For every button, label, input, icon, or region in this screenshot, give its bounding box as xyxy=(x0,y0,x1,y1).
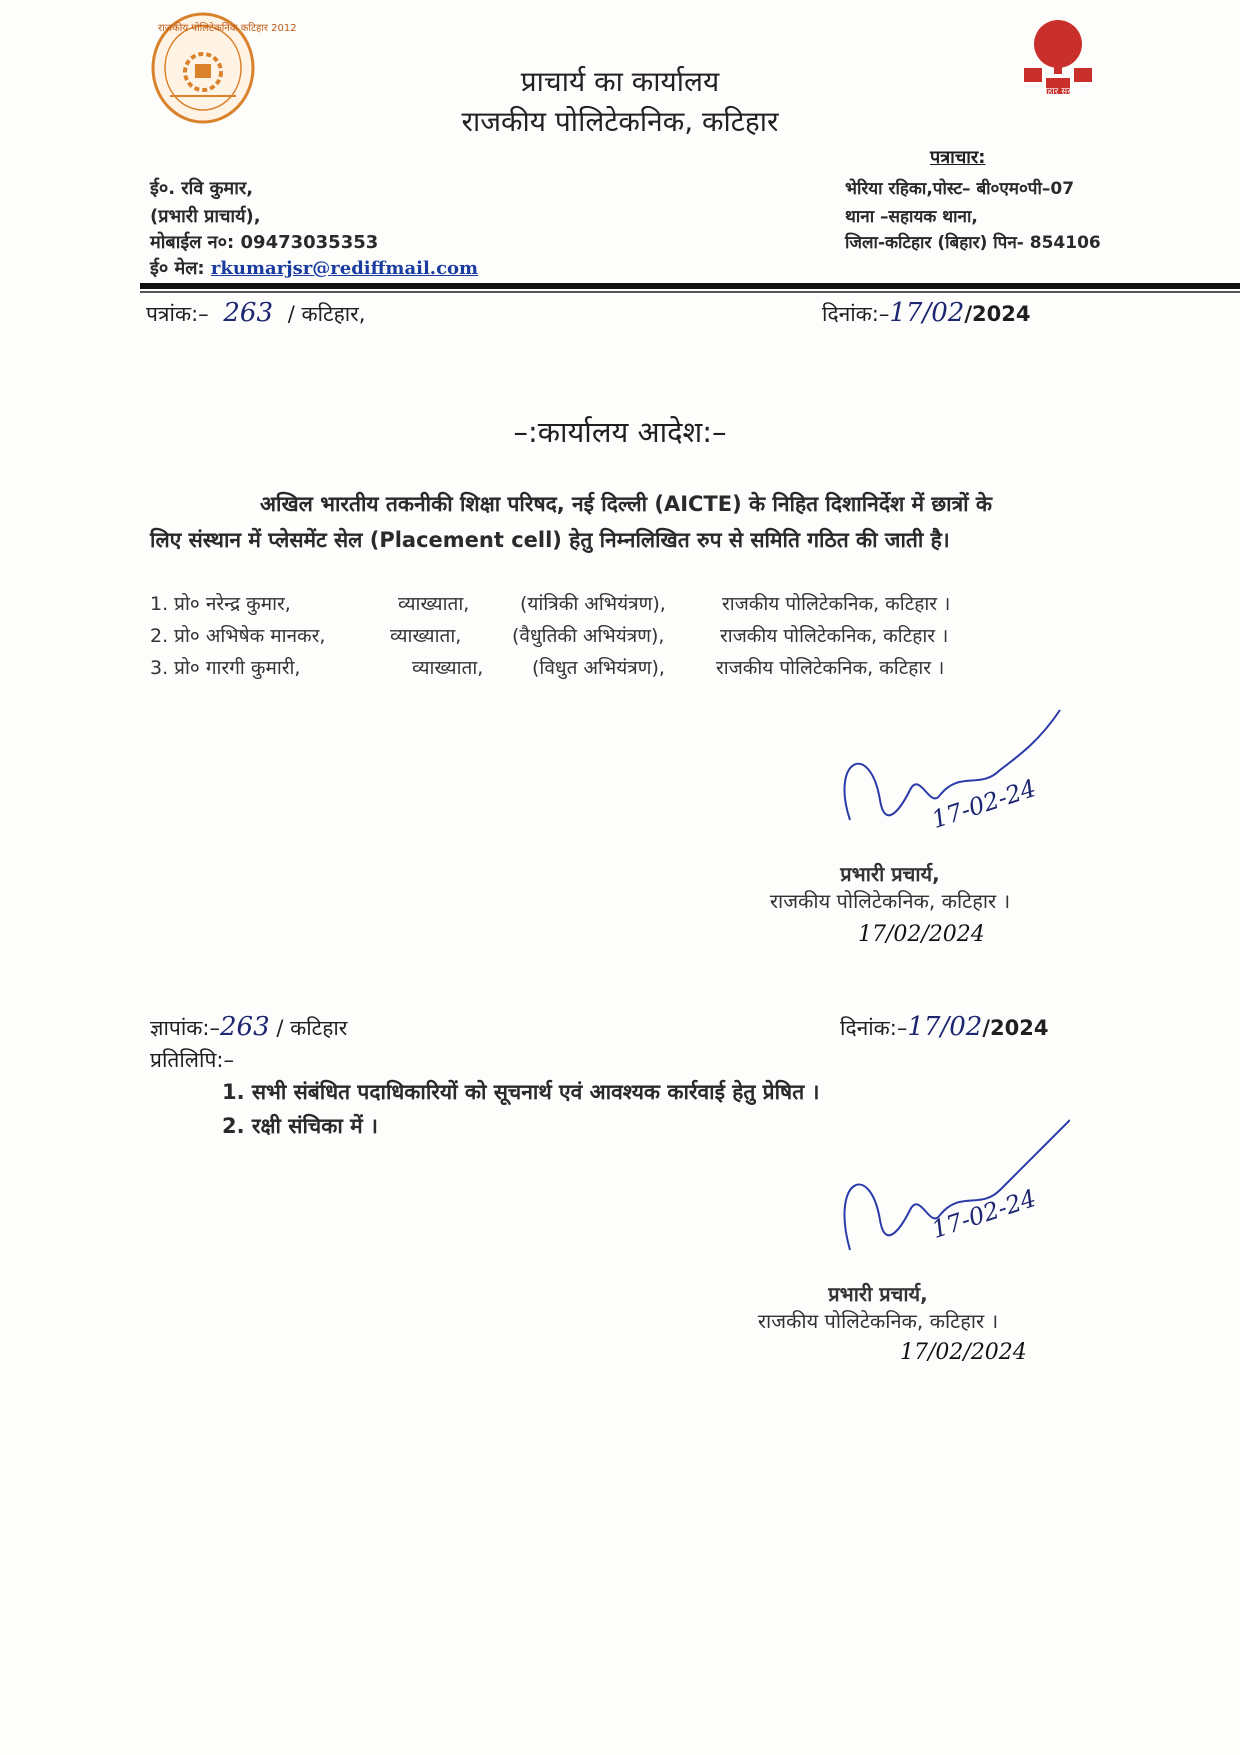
member-post: व्याख्याता, xyxy=(398,593,470,615)
member-name: 2. प्रो० अभिषेक मानकर, xyxy=(150,625,326,647)
signatory-org: राजकीय पोलिटेकनिक, कटिहार । xyxy=(757,1309,999,1333)
member-institute: राजकीय पोलिटेकनिक, कटिहार । xyxy=(722,593,951,615)
initials-2: 17/02/2024 xyxy=(900,1340,1027,1365)
memo-date xyxy=(840,1012,1048,1042)
reference-handwritten-number: 263 xyxy=(223,298,273,328)
office-title: प्राचार्य का कार्यालय xyxy=(520,65,720,98)
sender-email xyxy=(150,256,478,280)
signature-2 xyxy=(830,1110,1070,1270)
date-handwritten: 17/02 xyxy=(889,298,965,328)
signature-1-date: 17-02-24 xyxy=(928,774,1040,834)
header-divider-thin xyxy=(140,291,1240,293)
reference-number xyxy=(146,298,365,328)
memo-date-handwritten: 17/02 xyxy=(907,1012,983,1042)
member-dept: (विधुत अभियंत्रण), xyxy=(532,657,665,679)
copy-item: 1. सभी संबंधित पदाधिकारियों को सूचनार्थ एवं आवश्यक कार्रवाई हेतु प्रेषित । xyxy=(222,1080,820,1104)
sender-name: ई०. रवि कुमार, xyxy=(150,178,254,199)
address-line-2: थाना –सहायक थाना, xyxy=(845,207,978,227)
email-label: ई० मेल: xyxy=(150,258,205,279)
email-link[interactable]: rkumarjsr@rediffmail.com xyxy=(210,258,479,279)
memo-handwritten-number: 263 xyxy=(219,1012,270,1042)
reference-label: पत्रांक:– xyxy=(146,302,209,326)
member-dept: (वैधुतिकी अभियंत्रण), xyxy=(512,625,665,647)
order-paragraph-line-2: लिए संस्थान में प्लेसमेंट सेल (Placement cell) हेतु निम्नलिखित रुप से समिति गठित की जाती है। xyxy=(150,528,950,552)
copy-item: 2. रक्षी संचिका में । xyxy=(222,1114,378,1138)
sender-mobile xyxy=(150,230,378,254)
mobile-label: मोबाईल न०: xyxy=(150,232,235,253)
date-year: /2024 xyxy=(964,302,1031,326)
signature-2-block xyxy=(728,1280,1028,1334)
institute-title: राजकीय पोलिटेकनिक, कटिहार xyxy=(461,105,779,138)
member-post: व्याख्याता, xyxy=(390,625,462,647)
reference-date xyxy=(822,298,1030,328)
member-row xyxy=(150,590,1050,620)
memo-date-label: दिनांक:– xyxy=(840,1016,908,1040)
signature-2-date: 17-02-24 xyxy=(928,1184,1040,1244)
reference-place: / कटिहार, xyxy=(287,302,366,326)
member-dept: (यांत्रिकी अभियंत्रण), xyxy=(520,593,666,615)
signature-1-block xyxy=(740,860,1040,914)
member-post: व्याख्याता, xyxy=(412,657,484,679)
date-label: दिनांक:– xyxy=(822,302,890,326)
mobile-number: 09473035353 xyxy=(240,232,379,253)
memo-label: ज्ञापांक:– xyxy=(150,1016,220,1040)
address-line-1: भेरिया रहिका,पोस्ट– बी०एम०पी–07 xyxy=(845,179,1075,199)
pin-code: 854106 xyxy=(1029,233,1101,253)
memo-number xyxy=(150,1012,347,1042)
memo-place: / कटिहार xyxy=(276,1016,348,1040)
order-paragraph-line-1: अखिल भारतीय तकनीकी शिक्षा परिषद, नई दिल्ली (AICTE) के निहित दिशानिर्देश में छात्रों के xyxy=(260,492,993,516)
member-row xyxy=(150,654,1050,684)
copy-label: प्रतिलिपि:– xyxy=(150,1048,234,1072)
order-heading: –:कार्यालय आदेश:– xyxy=(513,415,727,449)
signatory-org: राजकीय पोलिटेकनिक, कटिहार । xyxy=(769,889,1011,913)
address-line-3 xyxy=(845,230,1101,253)
memo-date-year: /2024 xyxy=(982,1016,1049,1040)
initials-1: 17/02/2024 xyxy=(858,922,985,947)
sender-designation: (प्रभारी प्राचार्य), xyxy=(150,206,261,227)
correspondence-title: पत्राचार: xyxy=(930,147,986,168)
signatory-title: प्रभारी प्रचार्य, xyxy=(840,862,940,886)
emblem-text: बिहार सरकार xyxy=(1040,87,1084,97)
logo-text: राजकीय पोलिटेकनिक कटिहार 2012 xyxy=(158,23,297,34)
member-name: 1. प्रो० नरेन्द्र कुमार, xyxy=(150,593,291,615)
member-name: 3. प्रो० गारगी कुमारी, xyxy=(150,657,301,679)
member-institute: राजकीय पोलिटेकनिक, कटिहार । xyxy=(720,625,949,647)
signatory-title: प्रभारी प्रचार्य, xyxy=(828,1282,928,1306)
header-divider xyxy=(140,283,1240,289)
member-row xyxy=(150,622,1050,652)
member-institute: राजकीय पोलिटेकनिक, कटिहार । xyxy=(716,657,945,679)
district-label: जिला-कटिहार (बिहार) पिन- xyxy=(845,233,1024,253)
